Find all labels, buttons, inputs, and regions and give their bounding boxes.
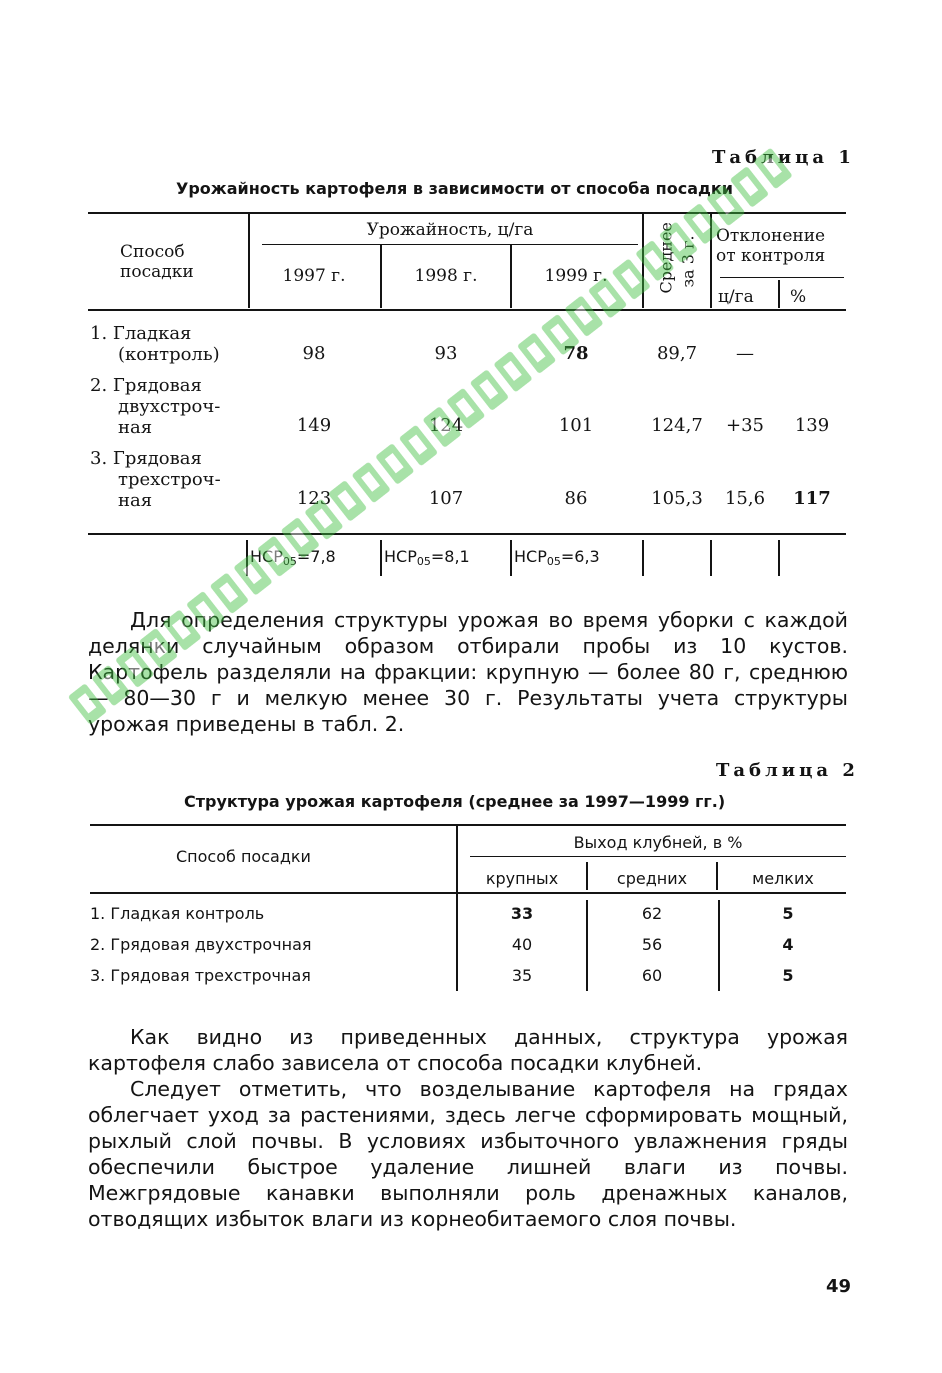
table1-lsd-divider: [642, 540, 644, 576]
table1-header-year-1998: 1998 г.: [414, 266, 478, 286]
table1-header-rule: [88, 309, 846, 311]
table1-header-year-1997: 1997 г.: [282, 266, 346, 286]
table2-header-method: Способ посадки: [176, 847, 311, 866]
table1-cell: 78: [563, 343, 589, 364]
page-number: 49: [826, 1276, 852, 1297]
table1-row-name: 3. Грядовая трехстроч- ная: [90, 448, 221, 511]
table1-header-yield: Урожайность, ц/га: [366, 220, 534, 240]
table1-header-dev-percent: %: [790, 287, 807, 307]
table2-header-output: Выход клубней, в %: [573, 833, 743, 852]
table1-cell: +35: [726, 415, 764, 436]
table1-vline-6: [778, 280, 780, 308]
table1-caption: Таблица 1: [712, 147, 855, 168]
table2-title: Структура урожая картофеля (среднее за 1997—1999 гг.): [184, 792, 726, 811]
table2-header-rule: [90, 892, 846, 894]
table1-top-rule: [88, 212, 846, 214]
table2-caption: Таблица 2: [716, 760, 859, 781]
table2-cell: 56: [641, 935, 663, 954]
table1-header-year-1999: 1999 г.: [544, 266, 608, 286]
table2-cell: 60: [641, 966, 663, 985]
table1-cell: —: [736, 343, 754, 364]
table1-lsd-divider: [246, 540, 248, 576]
table2-top-rule: [90, 824, 846, 826]
table2-cell: 33: [510, 904, 534, 923]
table1-header-method: Способ посадки: [120, 242, 194, 282]
table2-row-name: 2. Грядовая двухстрочная: [90, 935, 312, 954]
table1-cell: 101: [558, 415, 594, 436]
table1-cell: 124: [428, 415, 464, 436]
table1-lsd-value: $НСР_{05}=7,8$: [250, 547, 336, 568]
table2-cell: 4: [782, 935, 794, 954]
table1-cell: 107: [428, 488, 464, 509]
table2-cell: 5: [782, 966, 794, 985]
table1-header-deviation: Отклонение от контроля: [716, 226, 826, 266]
table2-header-medium: средних: [616, 869, 688, 888]
table1-bottom-rule: [88, 533, 846, 535]
table1-lsd-divider: [380, 540, 382, 576]
table1-cell: 93: [434, 343, 458, 364]
table1-vline-1: [248, 214, 250, 308]
table2-vline-3: [716, 862, 718, 890]
table1-cell: 149: [296, 415, 332, 436]
table2-cell: 40: [511, 935, 533, 954]
table2-header-small: мелких: [752, 869, 814, 888]
table1-yield-underline: [262, 244, 638, 245]
table1-header-average-1: Среднее: [656, 222, 676, 294]
table1-header-average-2: за 3 г.: [678, 235, 698, 288]
table1-vline-4: [642, 214, 644, 308]
table1-cell: 139: [794, 415, 830, 436]
table1-cell: 89,7: [656, 343, 698, 364]
table1-cell: 123: [296, 488, 332, 509]
paragraph-2: Как видно из приведенных данных, структура урожая картофеля слабо зависела от способа посадки клубней.: [88, 1025, 848, 1075]
table1-lsd-divider: [710, 540, 712, 576]
table1-title: Урожайность картофеля в зависимости от способа посадки: [176, 179, 733, 198]
table2-cell: 5: [782, 904, 794, 923]
table1-header-dev-units: ц/га: [718, 287, 754, 307]
table2-cell: 62: [641, 904, 663, 923]
table2-header-large: крупных: [485, 869, 559, 888]
table1-lsd-divider: [778, 540, 780, 576]
table2-row-name: 1. Гладкая контроль: [90, 904, 265, 923]
table1-cell: 15,6: [724, 488, 766, 509]
paragraph-3: Следует отметить, что возделывание картофеля на грядах облегчает уход за растениями, здесь легче сформировать мощный, рыхлый слой почвы. В условиях избыточного увлажнения гряды обеспечили быстрое удаление лишней влаги из почвы. Межгрядовые канавки выполняли роль дренажных каналов, отводящих избыток влаги из корнеобитаемого слоя почвы.: [88, 1077, 848, 1231]
table2-output-underline: [470, 856, 846, 857]
table1-cell: 117: [793, 488, 831, 509]
table1-cell: 105,3: [651, 488, 703, 509]
table1-row-name: 1. Гладкая (контроль): [90, 323, 220, 365]
table1-lsd-value: $НСР_{05}=6,3$: [514, 547, 600, 568]
table1-cell: 86: [564, 488, 588, 509]
paragraph-1: Для определения структуры урожая во время уборки с каждой делянки случайным образом отбирали пробы из 10 кустов. Картофель разделяли на фракции: крупную — более 80 г, среднюю — 80—30 г и мелкую менее 30 г. Результаты учета структуры урожая приведены в табл. 2.: [88, 608, 848, 736]
table1-lsd-value: $НСР_{05}=8,1$: [384, 547, 470, 568]
table1-row-name: 2. Грядовая двухстроч- ная: [90, 375, 221, 438]
table1-cell: 98: [302, 343, 326, 364]
table2-cell: 35: [511, 966, 533, 985]
table1-lsd-divider: [510, 540, 512, 576]
table2-row-name: 3. Грядовая трехстрочная: [90, 966, 311, 985]
table1-cell: 124,7: [651, 415, 703, 436]
table1-deviation-underline: [720, 277, 844, 278]
table1-vline-5: [710, 214, 712, 308]
